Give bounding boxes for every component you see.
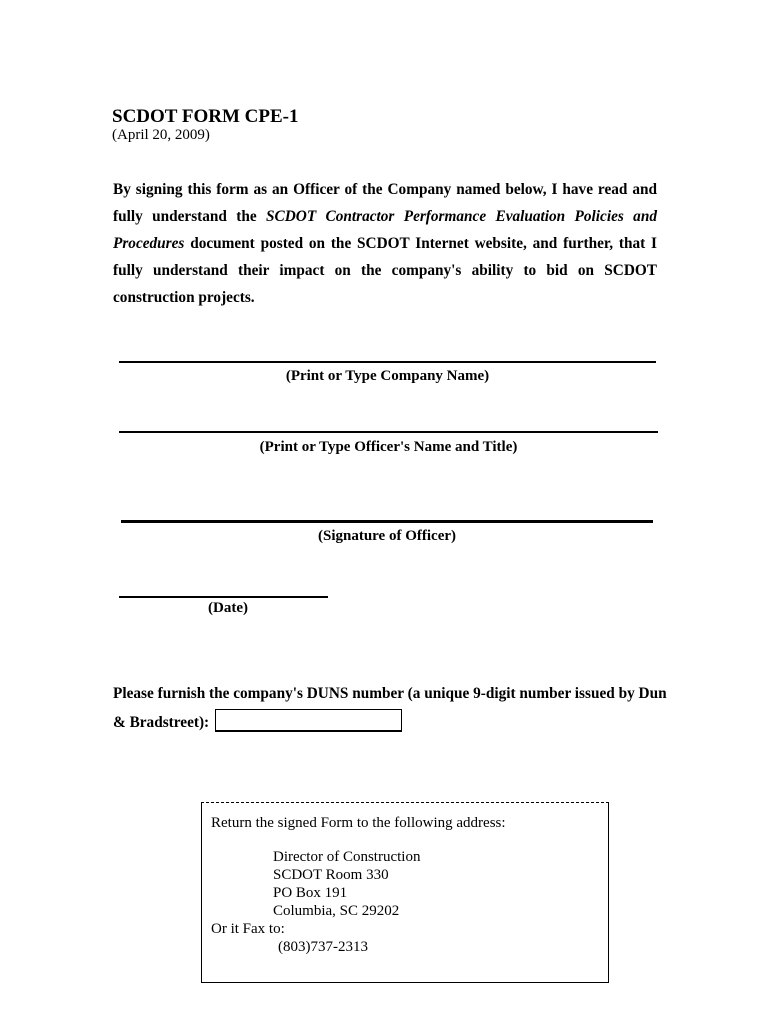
date-caption: (Date) [208, 600, 248, 616]
mailing-address [273, 848, 420, 920]
duns-request [113, 679, 673, 737]
policy-document-title: SCDOT Contractor Performance Evaluation Policies and Procedures [113, 208, 657, 252]
statement-text-2: document posted on the SCDOT Internet website, and further, that I fully understand their impact on the company's ability to bid on SCDOT construction projects. [113, 235, 657, 306]
company-name-line[interactable] [119, 361, 656, 363]
address-line: SCDOT Room 330 [273, 867, 389, 883]
statement-text-1: By signing this form as an Officer of the Company named below, I have read and fully understand the [113, 181, 657, 225]
return-address-box [201, 802, 609, 983]
fax-number: (803)737-2313 [278, 939, 368, 955]
form-revision-date: (April 20, 2009) [112, 127, 210, 143]
return-instructions: Return the signed Form to the following address: [211, 815, 506, 831]
signature-line[interactable] [121, 520, 653, 523]
officer-name-title-caption: (Print or Type Officer's Name and Title) [259, 439, 518, 455]
certification-statement [113, 176, 657, 311]
duns-label: Please furnish the company's DUNS number (a unique 9-digit number issued by Dun & Bradstreet): [113, 685, 667, 731]
signature-caption: (Signature of Officer) [317, 528, 457, 544]
address-line: PO Box 191 [273, 885, 348, 901]
address-line: Director of Construction [273, 849, 421, 865]
company-name-caption: (Print or Type Company Name) [285, 368, 490, 384]
duns-number-input[interactable] [215, 709, 402, 732]
date-line[interactable] [119, 596, 328, 598]
fax-label: Or it Fax to: [211, 921, 285, 937]
address-line: Columbia, SC 29202 [273, 903, 400, 919]
officer-name-title-line[interactable] [119, 431, 658, 433]
form-title: SCDOT FORM CPE-1 [112, 106, 299, 127]
